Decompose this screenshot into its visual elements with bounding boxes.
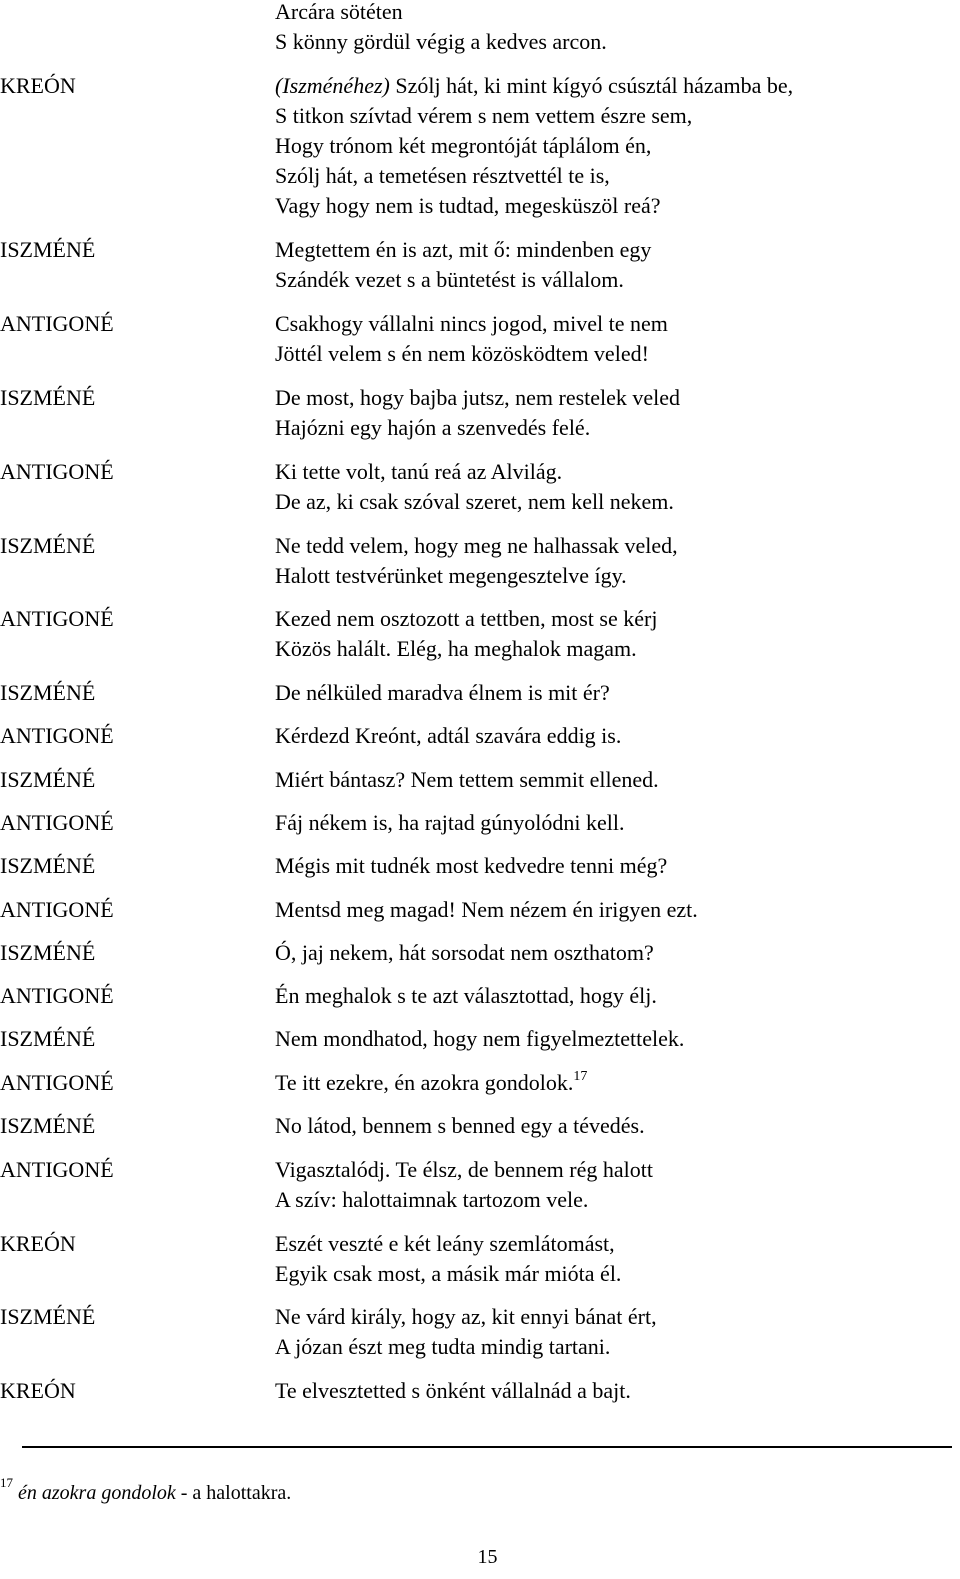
verse-line: Kezed nem osztozott a tettben, most se kérj — [275, 606, 658, 631]
verse-line: Ó, jaj nekem, hát sorsodat nem oszthatom? — [275, 940, 654, 965]
verse-line: Halott testvérünket megengesztelve így. — [275, 563, 627, 588]
footnote-text: - a halottakra. — [175, 1482, 292, 1504]
speaker-name: KREÓN — [0, 1231, 76, 1256]
verse-line: Kérdezd Kreónt, adtál szavára eddig is. — [275, 723, 622, 748]
verse-line: Fáj nékem is, ha rajtad gúnyolódni kell. — [275, 810, 625, 835]
speaker-name: ISZMÉNÉ — [0, 680, 96, 705]
verse-line: De az, ki csak szóval szeret, nem kell nekem. — [275, 489, 674, 514]
verse-line: Vigasztalódj. Te élsz, de bennem rég halott — [275, 1157, 653, 1182]
verse-line: Én meghalok s te azt választottad, hogy élj. — [275, 983, 657, 1008]
speaker-name: ISZMÉNÉ — [0, 767, 96, 792]
verse-line: Hogy trónom két megrontóját táplálom én, — [275, 133, 652, 158]
speaker-name: ANTIGONÉ — [0, 606, 114, 631]
speaker-name: ANTIGONÉ — [0, 459, 114, 484]
verse-line: A szív: halottaimnak tartozom vele. — [275, 1187, 589, 1212]
speaker-name: KREÓN — [0, 1378, 76, 1403]
verse-line: Arcára sötéten — [275, 0, 403, 24]
speaker-name: ANTIGONÉ — [0, 1157, 114, 1182]
verse-line: A józan észt meg tudta mindig tartani. — [275, 1334, 611, 1359]
verse-line: S könny gördül végig a kedves arcon. — [275, 29, 607, 54]
verse-line: De most, hogy bajba jutsz, nem restelek veled — [275, 385, 681, 410]
verse-line: Jöttél velem s én nem közösködtem veled! — [275, 341, 649, 366]
verse-line: S titkon szívtad vérem s nem vettem észre sem, — [275, 103, 693, 128]
speaker-name: ISZMÉNÉ — [0, 385, 96, 410]
verse-line: No látod, bennem s benned egy a tévedés. — [275, 1113, 645, 1138]
verse-line: Mégis mit tudnék most kedvedre tenni még? — [275, 853, 668, 878]
speaker-name: ANTIGONÉ — [0, 723, 114, 748]
speaker-name: ISZMÉNÉ — [0, 237, 96, 262]
verse-line: Nem mondhatod, hogy nem figyelmeztettelek. — [275, 1026, 685, 1051]
verse-line: Hajózni egy hajón a szenvedés felé. — [275, 415, 591, 440]
verse-line: Megtettem én is azt, mit ő: mindenben egy — [275, 237, 652, 262]
speaker-name: ANTIGONÉ — [0, 897, 114, 922]
verse-line — [275, 1068, 587, 1098]
verse-line: De nélküled maradva élnem is mit ér? — [275, 680, 610, 705]
verse-line: Ne várd király, hogy az, kit ennyi bánat ért, — [275, 1304, 657, 1329]
speaker-name: ISZMÉNÉ — [0, 853, 96, 878]
verse-line: Ki tette volt, tanú reá az Alvilág. — [275, 459, 563, 484]
verse-line: Eszét veszté e két leány szemlátomást, — [275, 1231, 615, 1256]
verse-line: Szólj hát, a temetésen résztvettél te is, — [275, 163, 610, 188]
speaker-name: ISZMÉNÉ — [0, 533, 96, 558]
verse-line — [275, 71, 793, 101]
verse-line: Szándék vezet s a büntetést is vállalom. — [275, 267, 624, 292]
verse-text: Te itt ezekre, én azokra gondolok. — [275, 1070, 574, 1095]
verse-line: Csakhogy vállalni nincs jogod, mivel te nem — [275, 311, 668, 336]
footnote-ref[interactable]: 17 — [573, 1069, 588, 1084]
verse-line: Miért bántasz? Nem tettem semmit ellened. — [275, 767, 659, 792]
speaker-name: ANTIGONÉ — [0, 810, 114, 835]
speaker-name: ANTIGONÉ — [0, 1070, 114, 1095]
verse-line: Vagy hogy nem is tudtad, megesküszöl reá? — [275, 193, 661, 218]
footnote-quote: én azokra gondolok — [18, 1482, 176, 1504]
verse-line: Te elvesztetted s önként vállalnád a bajt. — [275, 1378, 631, 1403]
footnote-number: 17 — [0, 1475, 13, 1490]
verse-line: Közös halált. Elég, ha meghalok magam. — [275, 636, 637, 661]
speaker-name: ISZMÉNÉ — [0, 940, 96, 965]
speaker-name: ISZMÉNÉ — [0, 1026, 96, 1051]
speaker-name: ISZMÉNÉ — [0, 1113, 96, 1138]
footnote-divider — [22, 1446, 952, 1448]
verse-line: Ne tedd velem, hogy meg ne halhassak veled, — [275, 533, 678, 558]
verse-text: Szólj hát, ki mint kígyó csúsztál házamba be, — [389, 73, 794, 98]
speaker-name: KREÓN — [0, 73, 76, 98]
speaker-name: ANTIGONÉ — [0, 983, 114, 1008]
page-number: 15 — [477, 1546, 498, 1568]
footnote — [0, 1475, 292, 1508]
speaker-name: ANTIGONÉ — [0, 311, 114, 336]
stage-direction: (Iszménéhez) — [275, 73, 390, 98]
speaker-name: ISZMÉNÉ — [0, 1304, 96, 1329]
verse-line: Egyik csak most, a másik már mióta él. — [275, 1261, 622, 1286]
verse-line: Mentsd meg magad! Nem nézem én irigyen ezt. — [275, 897, 698, 922]
